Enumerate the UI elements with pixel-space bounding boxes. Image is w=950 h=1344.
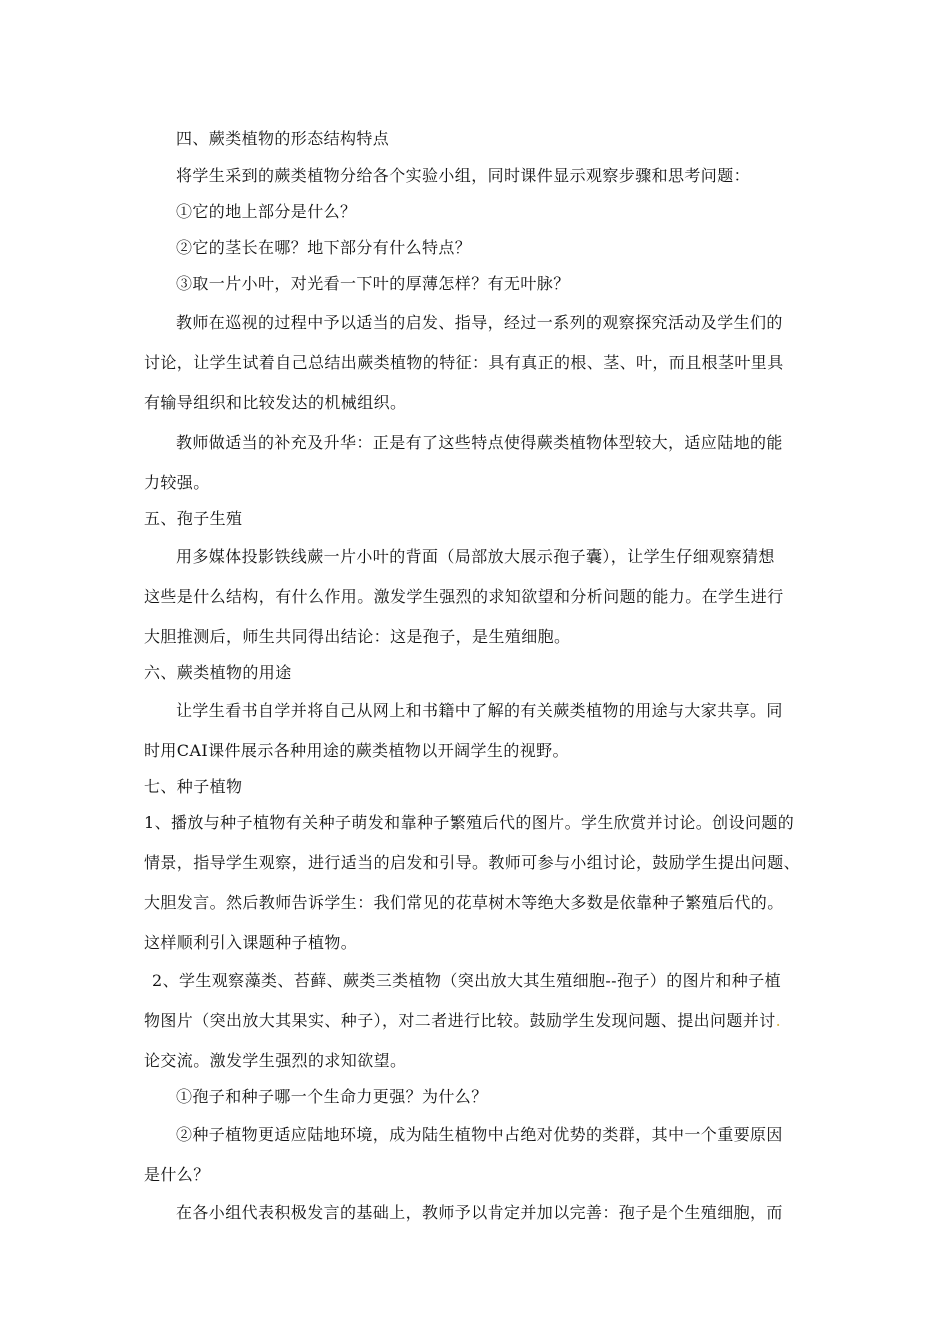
- question-item: ①孢子和种子哪一个生命力更强？为什么？: [176, 1087, 488, 1106]
- question-item: ①它的地上部分是什么？: [176, 202, 357, 221]
- paragraph-line: 用多媒体投影铁线蕨一片小叶的背面（局部放大展示孢子囊），让学生仔细观察猜想: [176, 547, 775, 566]
- paragraph-line: 将学生采到的蕨类植物分给各个实验小组，同时课件显示观察步骤和思考问题：: [176, 166, 751, 185]
- question-item: 是什么？: [144, 1165, 210, 1184]
- paragraph-line: 这样顺利引入课题种子植物。: [144, 933, 358, 952]
- heading-spore-reproduction: 五、孢子生殖: [144, 509, 243, 528]
- paragraph-line: 1、播放与种子植物有关种子萌发和靠种子繁殖后代的图片。学生欣赏并讨论。创设问题的: [144, 813, 795, 832]
- paragraph-line: 时用CAI课件展示各种用途的蕨类植物以开阔学生的视野。: [144, 741, 569, 760]
- paragraph-line: 教师做适当的补充及升华：正是有了这些特点使得蕨类植物体型较大，适应陆地的能: [176, 433, 783, 452]
- question-item: ②种子植物更适应陆地环境，成为陆生植物中占绝对优势的类群，其中一个重要原因: [176, 1125, 783, 1144]
- paragraph-line: 2、学生观察藻类、苔藓、蕨类三类植物（突出放大其生殖细胞--孢子）的图片和种子植: [152, 971, 781, 990]
- paragraph-line: 这些是什么结构，有什么作用。激发学生强烈的求知欲望和分析问题的能力。在学生进行: [144, 587, 784, 606]
- paragraph-line: 教师在巡视的过程中予以适当的启发、指导，经过一系列的观察探究活动及学生们的: [176, 313, 783, 332]
- paragraph-line: 有输导组织和比较发达的机械组织。: [144, 393, 407, 412]
- heading-fern-uses: 六、蕨类植物的用途: [144, 663, 292, 682]
- paragraph-line: 论交流。激发学生强烈的求知欲望。: [144, 1051, 407, 1070]
- paragraph-line: 在各小组代表积极发言的基础上，教师予以肯定并加以完善：孢子是个生殖细胞，而: [176, 1203, 783, 1222]
- paragraph-line: 大胆推测后，师生共同得出结论：这是孢子，是生殖细胞。: [144, 627, 571, 646]
- heading-seed-plants: 七、种子植物: [144, 777, 243, 796]
- stray-mark: .: [775, 1011, 782, 1030]
- paragraph-line: 让学生看书自学并将自己从网上和书籍中了解的有关蕨类植物的用途与大家共享。同: [176, 701, 783, 720]
- heading-fern-structure: 四、蕨类植物的形态结构特点: [176, 129, 390, 148]
- paragraph-line: [144, 1010, 781, 1032]
- paragraph-text: 物图片（突出放大其果实、种子），对二者进行比较。鼓励学生发现问题、提出问题并讨: [144, 1011, 776, 1030]
- paragraph-line: 力较强。: [144, 473, 210, 492]
- question-item: ②它的茎长在哪？地下部分有什么特点？: [176, 238, 472, 257]
- paragraph-line: 情景，指导学生观察，进行适当的启发和引导。教师可参与小组讨论，鼓励学生提出问题、: [144, 853, 801, 872]
- paragraph-line: 讨论，让学生试着自己总结出蕨类植物的特征：具有真正的根、茎、叶，而且根茎叶里具: [144, 353, 784, 372]
- question-item: ③取一片小叶，对光看一下叶的厚薄怎样？有无叶脉？: [176, 274, 570, 293]
- paragraph-line: 大胆发言。然后教师告诉学生：我们常见的花草树木等绝大多数是依靠种子繁殖后代的。: [144, 893, 784, 912]
